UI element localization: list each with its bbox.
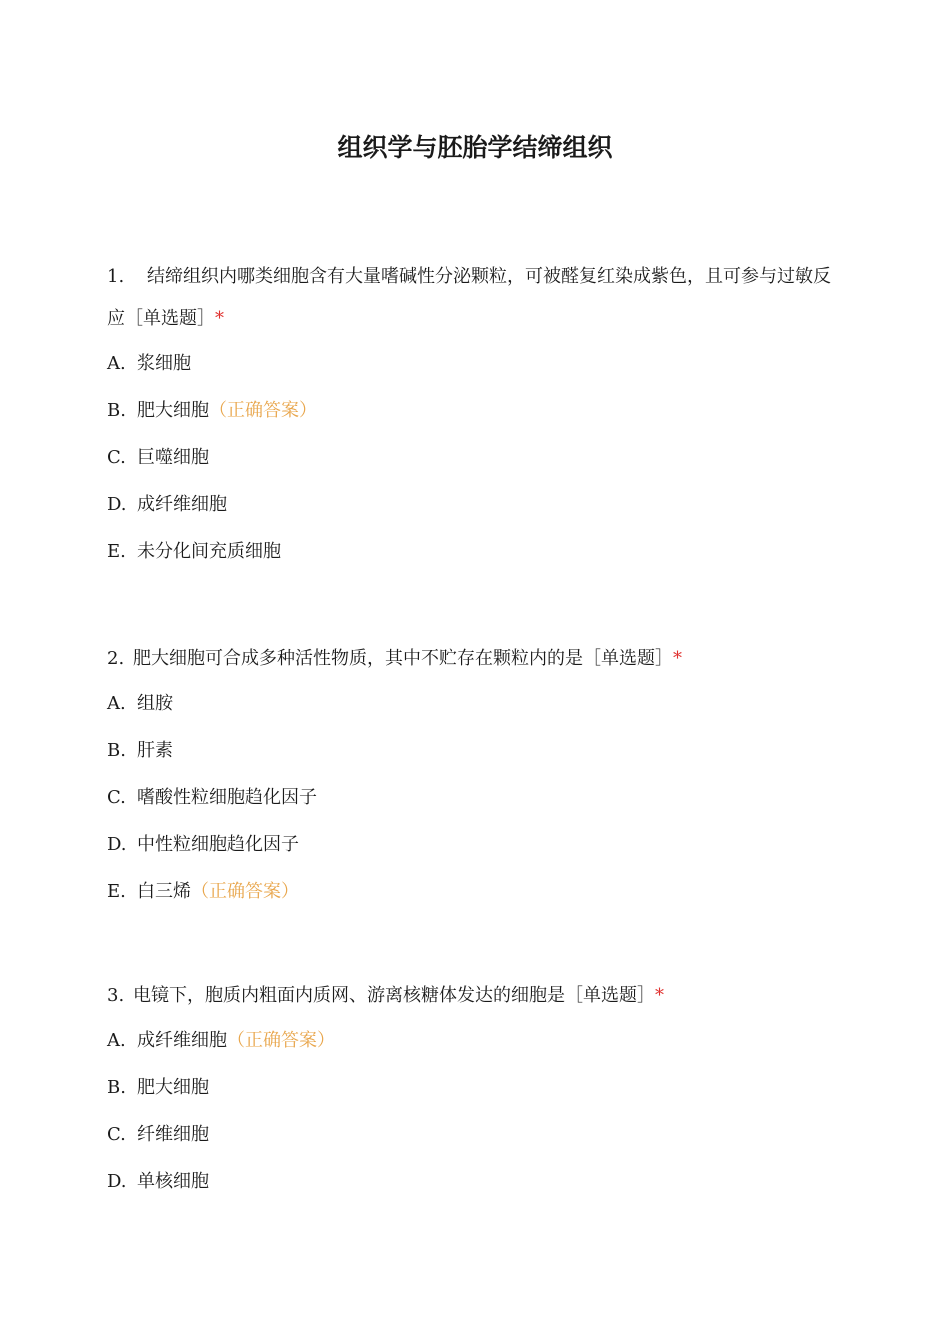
option-c[interactable] (107, 1121, 847, 1168)
question-stem: 肥大细胞可合成多种活性物质，其中不贮存在颗粒内的是［单选题］ (133, 648, 673, 669)
option-text: 中性粒细胞趋化因子 (137, 834, 299, 855)
question-1 (107, 256, 847, 585)
option-letter: B. (107, 400, 126, 421)
option-text: 单核细胞 (137, 1171, 209, 1192)
option-c[interactable] (107, 784, 847, 831)
option-d[interactable] (107, 491, 847, 538)
question-1-text (107, 256, 847, 340)
option-b[interactable] (107, 397, 847, 444)
option-letter: E. (107, 881, 126, 902)
required-mark: * (655, 985, 664, 1006)
question-2-text (107, 638, 847, 680)
option-list (107, 1027, 847, 1215)
option-letter: B. (107, 1077, 126, 1098)
option-text: 巨噬细胞 (137, 447, 209, 468)
option-text: 浆细胞 (137, 353, 191, 374)
option-text: 嗜酸性粒细胞趋化因子 (137, 787, 317, 808)
option-letter: D. (107, 1171, 127, 1192)
option-a[interactable] (107, 350, 847, 397)
option-d[interactable] (107, 1168, 847, 1215)
required-mark: * (673, 648, 682, 669)
question-stem: 电镜下，胞质内粗面内质网、游离核糖体发达的细胞是［单选题］ (133, 985, 655, 1006)
question-number: 2. (107, 648, 125, 669)
option-letter: C. (107, 787, 126, 808)
option-d[interactable] (107, 831, 847, 878)
option-text: 成纤维细胞 (137, 494, 227, 515)
correct-answer-mark: （正确答案） (227, 1030, 335, 1051)
option-text: 白三烯 (137, 881, 191, 902)
option-e[interactable] (107, 878, 847, 925)
required-mark: * (215, 308, 224, 329)
option-letter: D. (107, 494, 127, 515)
option-letter: A. (107, 353, 126, 374)
option-text: 肥大细胞 (137, 1077, 209, 1098)
option-b[interactable] (107, 1074, 847, 1121)
option-letter: D. (107, 834, 127, 855)
option-a[interactable] (107, 1027, 847, 1074)
option-list (107, 350, 847, 585)
option-letter: C. (107, 447, 126, 468)
option-letter: A. (107, 1030, 126, 1051)
option-text: 组胺 (137, 693, 173, 714)
option-letter: E. (107, 541, 126, 562)
option-list (107, 690, 847, 925)
option-text: 肝素 (137, 740, 173, 761)
option-text: 肥大细胞 (137, 400, 209, 421)
correct-answer-mark: （正确答案） (209, 400, 317, 421)
page-title: 组织学与胚胎学结缔组织 (337, 133, 613, 162)
option-letter: B. (107, 740, 126, 761)
option-e[interactable] (107, 538, 847, 585)
option-text: 纤维细胞 (137, 1124, 209, 1145)
option-a[interactable] (107, 690, 847, 737)
option-letter: A. (107, 693, 126, 714)
correct-answer-mark: （正确答案） (191, 881, 299, 902)
option-b[interactable] (107, 737, 847, 784)
question-3 (107, 975, 847, 1215)
question-stem: 结缔组织内哪类细胞含有大量嗜碱性分泌颗粒，可被醛复红染成紫色，且可参与过敏反应［单选题］ (107, 266, 831, 329)
option-c[interactable] (107, 444, 847, 491)
question-2 (107, 638, 847, 925)
question-number: 3. (107, 985, 125, 1006)
question-number: 1. (107, 266, 125, 287)
option-text: 成纤维细胞 (137, 1030, 227, 1051)
option-text: 未分化间充质细胞 (137, 541, 281, 562)
option-letter: C. (107, 1124, 126, 1145)
question-3-text (107, 975, 847, 1017)
